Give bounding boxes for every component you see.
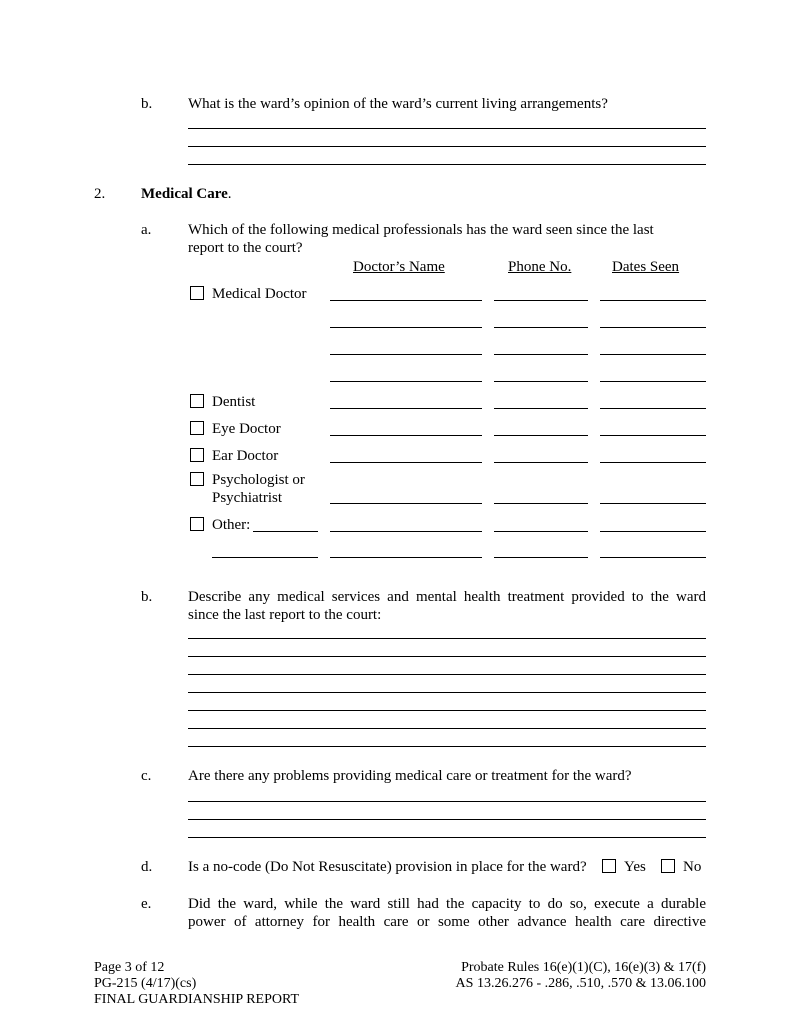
psychologist-label-line-1: Psychologist or [212, 472, 305, 488]
dentist-label: Dentist [212, 394, 256, 410]
other-dates-line-1[interactable] [600, 531, 706, 532]
psychologist-name-line[interactable] [330, 503, 482, 504]
q2b-answer-line-1[interactable] [188, 638, 706, 639]
footer-statutes: AS 13.26.276 - .286, .510, .570 & 13.06.100 [455, 976, 706, 991]
q2b-question-line-2: since the last report to the court: [188, 607, 382, 623]
other-checkbox[interactable] [190, 517, 204, 531]
medical-doctor-name-line-3[interactable] [330, 354, 482, 355]
dentist-phone-line[interactable] [494, 408, 588, 409]
q2b-letter: b. [141, 589, 153, 605]
footer-form-number: PG-215 (4/17)(cs) [94, 976, 197, 991]
q2c-question: Are there any problems providing medical care or treatment for the ward? [188, 768, 632, 784]
q2d-no-checkbox[interactable] [661, 859, 675, 873]
column-header-dates-seen: Dates Seen [612, 259, 680, 275]
ear-doctor-phone-line[interactable] [494, 462, 588, 463]
q2e-question-line-1: Did the ward, while the ward still had the capacity to do so, execute a durable [188, 896, 706, 912]
q1b-question: What is the ward’s opinion of the ward’s current living arrangements? [188, 96, 608, 112]
other-dates-line-2[interactable] [600, 557, 706, 558]
q2a-letter: a. [141, 222, 152, 238]
q2b-answer-line-5[interactable] [188, 710, 706, 711]
medical-doctor-dates-line-3[interactable] [600, 354, 706, 355]
q2b-answer-line-4[interactable] [188, 692, 706, 693]
q2c-answer-line-3[interactable] [188, 837, 706, 838]
column-header-doctors-name: Doctor’s Name [353, 259, 445, 275]
eye-doctor-dates-line[interactable] [600, 435, 706, 436]
q2b-answer-line-7[interactable] [188, 746, 706, 747]
eye-doctor-checkbox[interactable] [190, 421, 204, 435]
column-header-phone-no: Phone No. [508, 259, 572, 275]
other-phone-line-2[interactable] [494, 557, 588, 558]
q2c-answer-line-1[interactable] [188, 801, 706, 802]
ear-doctor-name-line[interactable] [330, 462, 482, 463]
psychologist-phone-line[interactable] [494, 503, 588, 504]
ear-doctor-checkbox[interactable] [190, 448, 204, 462]
ear-doctor-dates-line[interactable] [600, 462, 706, 463]
medical-doctor-name-line-2[interactable] [330, 327, 482, 328]
medical-doctor-phone-line-2[interactable] [494, 327, 588, 328]
other-specify-line-1[interactable] [253, 531, 318, 532]
q2b-answer-line-6[interactable] [188, 728, 706, 729]
dentist-name-line[interactable] [330, 408, 482, 409]
q1b-letter: b. [141, 96, 153, 112]
medical-doctor-name-line-1[interactable] [330, 300, 482, 301]
medical-doctor-name-line-4[interactable] [330, 381, 482, 382]
q2d-yes-label: Yes [624, 859, 646, 875]
medical-doctor-phone-line-4[interactable] [494, 381, 588, 382]
q2d-letter: d. [141, 859, 153, 875]
q2c-letter: c. [141, 768, 152, 784]
medical-doctor-phone-line-3[interactable] [494, 354, 588, 355]
section-2-number: 2. [94, 186, 106, 202]
q2e-letter: e. [141, 896, 152, 912]
q2c-answer-line-2[interactable] [188, 819, 706, 820]
other-name-line-2[interactable] [330, 557, 482, 558]
other-name-line-1[interactable] [330, 531, 482, 532]
other-phone-line-1[interactable] [494, 531, 588, 532]
q2d-question: Is a no-code (Do Not Resuscitate) provision in place for the ward? [188, 859, 587, 875]
dentist-dates-line[interactable] [600, 408, 706, 409]
q2a-question-line-1: Which of the following medical professionals has the ward seen since the last [188, 222, 654, 238]
psychologist-label-line-2: Psychiatrist [212, 490, 282, 506]
medical-doctor-checkbox[interactable] [190, 286, 204, 300]
q1b-answer-line-1[interactable] [188, 128, 706, 129]
medical-doctor-label: Medical Doctor [212, 286, 307, 302]
footer-probate-rules: Probate Rules 16(e)(1)(C), 16(e)(3) & 17(f) [461, 960, 706, 975]
eye-doctor-phone-line[interactable] [494, 435, 588, 436]
q2e-question-line-2: power of attorney for health care or some other advance health care directive [188, 914, 706, 930]
medical-doctor-dates-line-1[interactable] [600, 300, 706, 301]
medical-doctor-dates-line-2[interactable] [600, 327, 706, 328]
q1b-answer-line-2[interactable] [188, 146, 706, 147]
ear-doctor-label: Ear Doctor [212, 448, 279, 464]
eye-doctor-name-line[interactable] [330, 435, 482, 436]
q2b-answer-line-3[interactable] [188, 674, 706, 675]
q2b-answer-line-2[interactable] [188, 656, 706, 657]
q2d-no-label: No [683, 859, 702, 875]
eye-doctor-label: Eye Doctor [212, 421, 281, 437]
medical-doctor-phone-line-1[interactable] [494, 300, 588, 301]
q2a-question-line-2: report to the court? [188, 240, 303, 256]
q2b-question-line-1: Describe any medical services and mental health treatment provided to the ward [188, 589, 706, 605]
section-2-heading [141, 186, 232, 203]
dentist-checkbox[interactable] [190, 394, 204, 408]
footer-page-number: Page 3 of 12 [94, 960, 165, 975]
other-label: Other: [212, 517, 251, 533]
q1b-answer-line-3[interactable] [188, 164, 706, 165]
medical-doctor-dates-line-4[interactable] [600, 381, 706, 382]
section-2-title: Medical Care [141, 186, 228, 202]
other-specify-line-2[interactable] [212, 557, 318, 558]
psychologist-dates-line[interactable] [600, 503, 706, 504]
footer-form-title: FINAL GUARDIANSHIP REPORT [94, 992, 300, 1007]
psychologist-checkbox[interactable] [190, 472, 204, 486]
q2d-yes-checkbox[interactable] [602, 859, 616, 873]
section-2-period: . [227, 186, 232, 202]
